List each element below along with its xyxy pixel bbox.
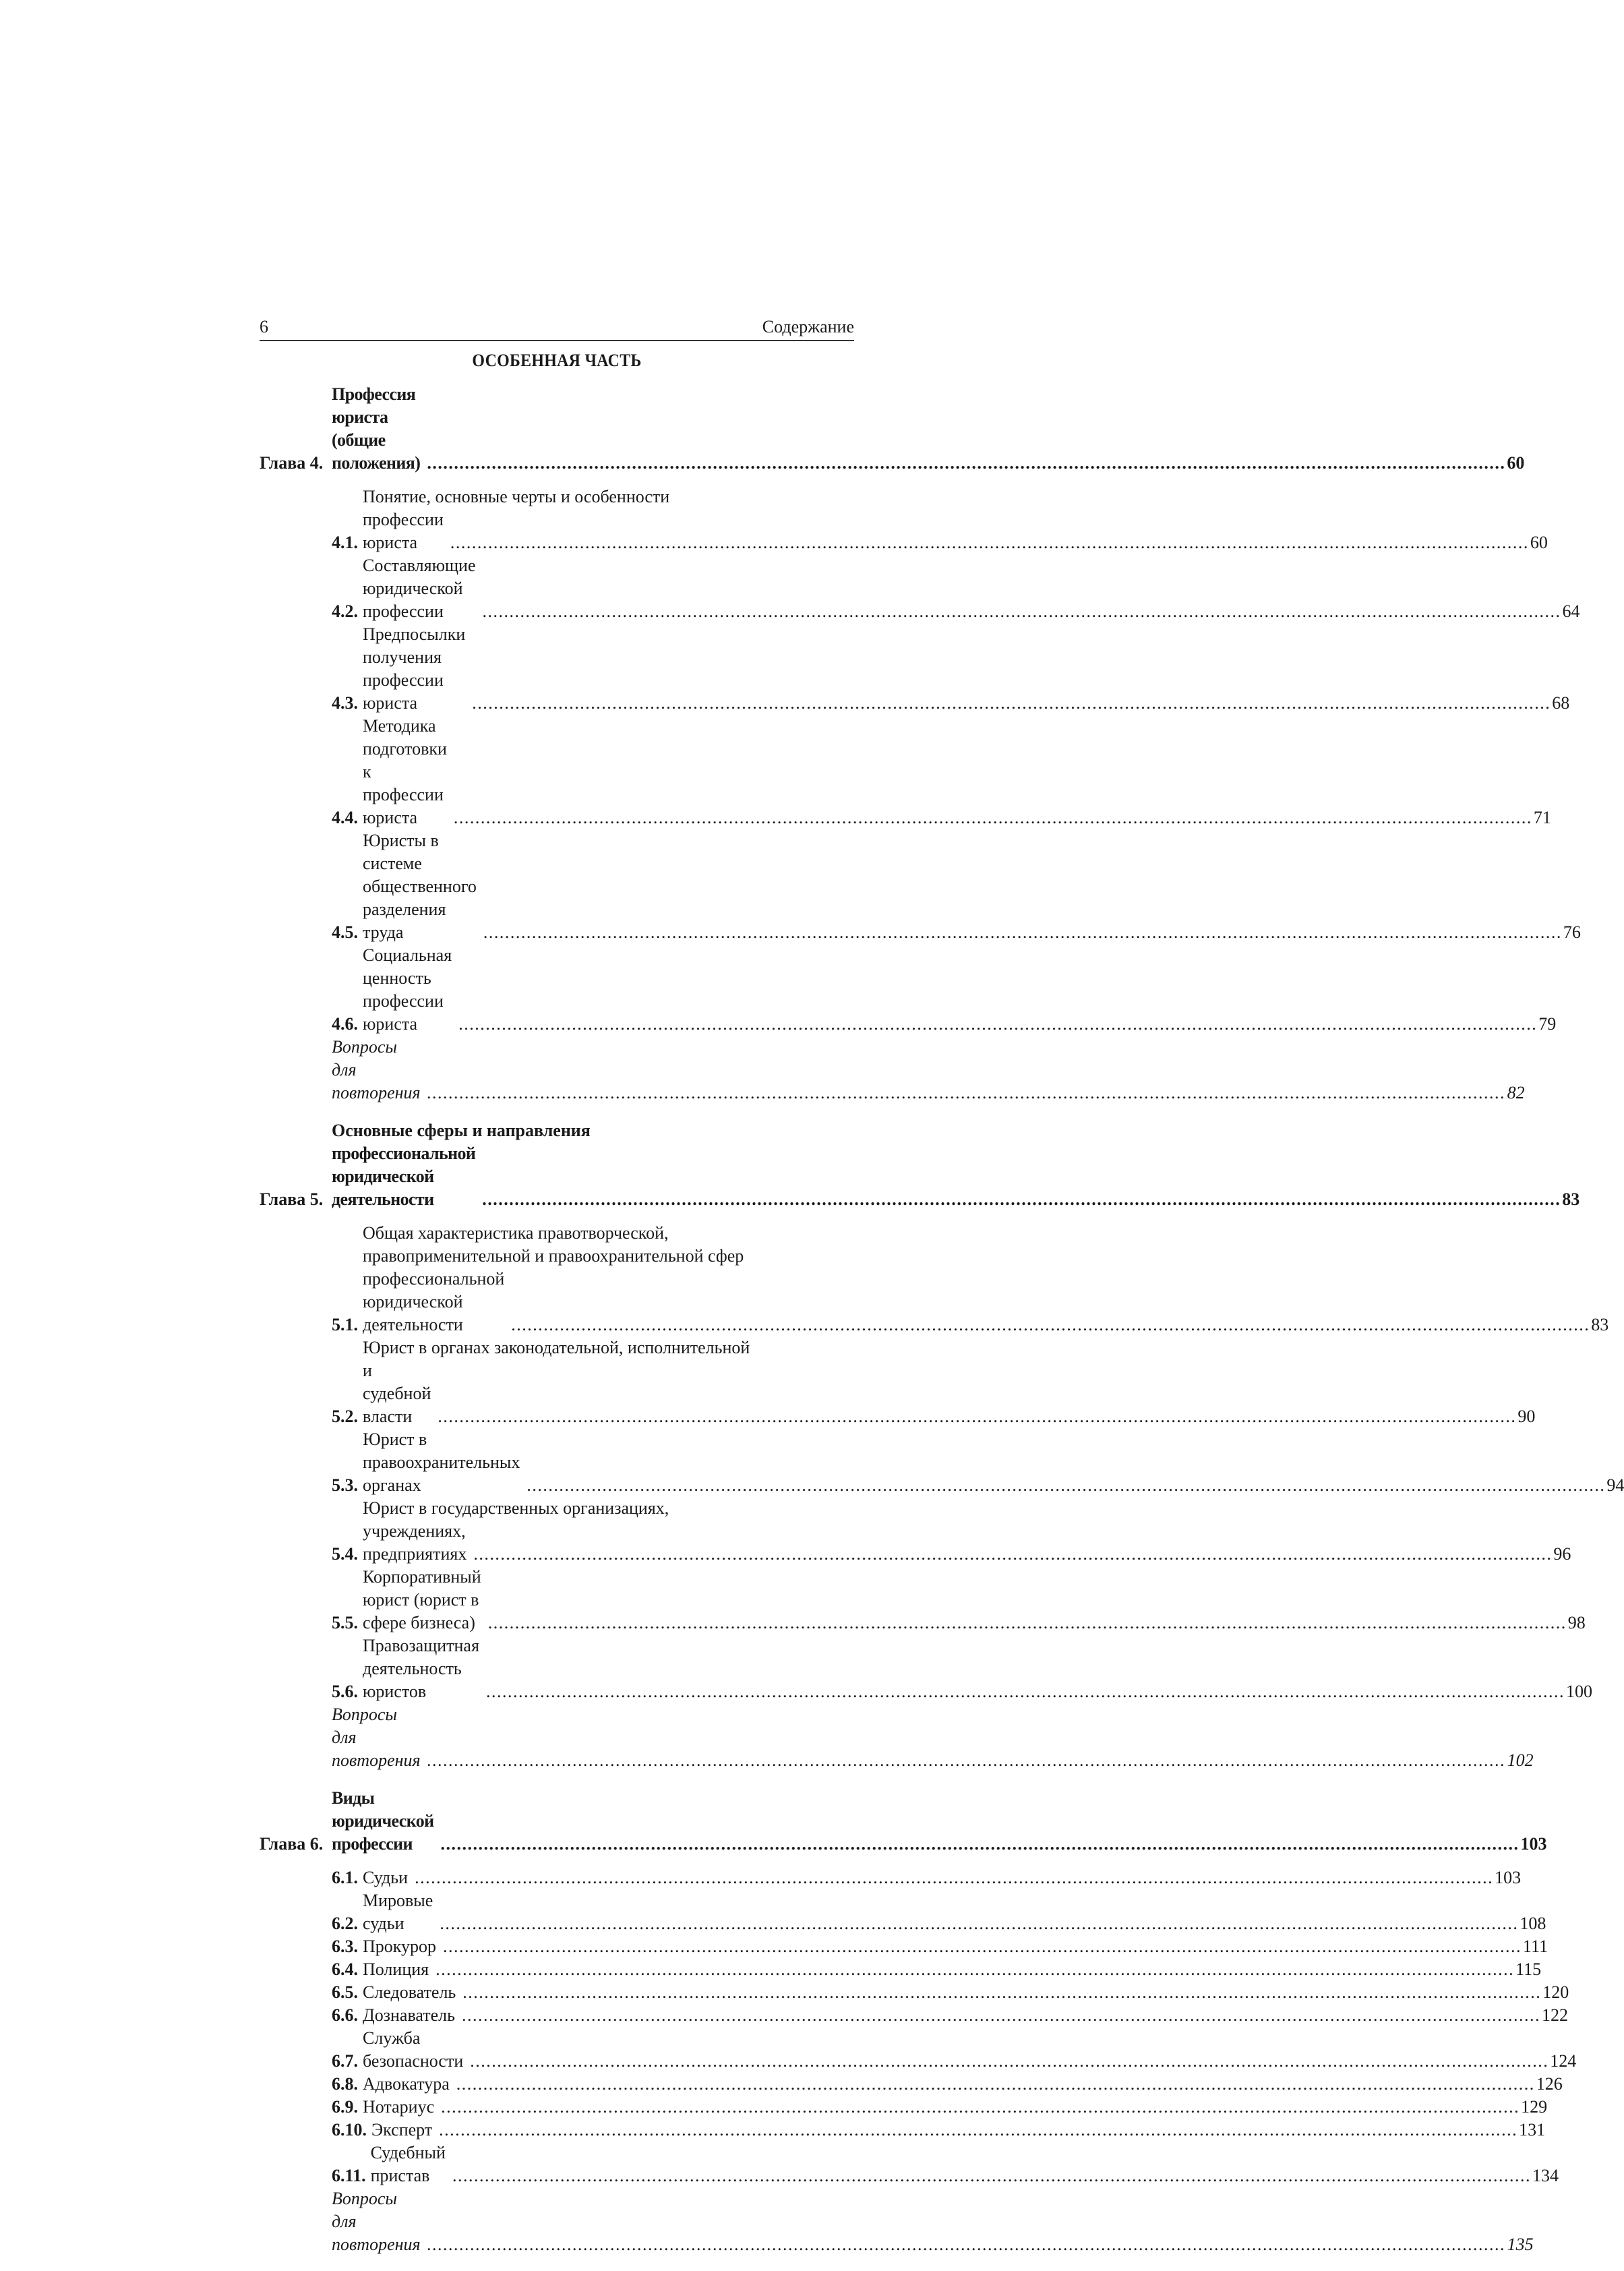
dot-leader (486, 1680, 1565, 1703)
section-title (371, 2142, 1559, 2187)
chapter-title (332, 383, 1524, 475)
review-questions-entry[interactable] (332, 1703, 1534, 1772)
section-title-line (363, 1520, 1571, 1566)
toc-entry[interactable] (332, 1958, 1542, 1981)
dot-leader (427, 1749, 1506, 1772)
section-title-line: Юрист в органах законодательной, исполнительной (363, 1338, 750, 1357)
toc-entry[interactable] (332, 1866, 1522, 1889)
section-list (260, 1866, 1577, 2256)
section-title-line (363, 1359, 1535, 1428)
dot-leader (482, 1188, 1561, 1211)
chapter-heading[interactable] (260, 1787, 1547, 1856)
entry-text: Корпоративный юрист (юрист в сфере бизнеса) (363, 1567, 481, 1632)
dot-leader (462, 2004, 1540, 2027)
section-title (363, 1981, 1569, 2004)
page-ref[interactable]: 135 (1507, 2235, 1534, 2254)
section-title (363, 2073, 1563, 2096)
page-ref[interactable]: 96 (1553, 1544, 1571, 1564)
entry-text: Социальная ценность профессии юриста (363, 945, 452, 1034)
entry-text: Составляющие юридической профессии (363, 556, 476, 621)
toc-entry[interactable] (332, 2119, 1546, 2142)
section-title-line (363, 944, 1556, 1036)
section-title (363, 2027, 1576, 2073)
section-list (260, 485, 1581, 1104)
page-ref[interactable]: 122 (1542, 2005, 1568, 2025)
dot-leader (456, 2073, 1535, 2096)
section-number: 6.8. (332, 2074, 358, 2094)
toc-entry[interactable] (332, 2073, 1563, 2096)
toc-entry[interactable] (332, 1634, 1592, 1703)
section-number: 6.3. (332, 1937, 358, 1956)
section-title-line (363, 1566, 1586, 1634)
dot-leader (454, 806, 1532, 829)
toc-entry[interactable] (332, 2142, 1559, 2187)
section-title-line (363, 1889, 1546, 1935)
section-title (363, 1497, 1571, 1566)
entry-text: Виды юридической профессии (332, 1788, 434, 1854)
chapter-title-line (332, 383, 1524, 475)
dot-leader (473, 1543, 1552, 1566)
dot-leader (440, 1912, 1518, 1935)
section-title-line (363, 1268, 1608, 1336)
section-number: 5.6. (332, 1682, 358, 1701)
dot-leader (452, 2164, 1531, 2187)
toc-entry[interactable] (332, 485, 1548, 554)
section-title-line (363, 2004, 1568, 2027)
toc-entry[interactable] (332, 1889, 1546, 1935)
section-title (371, 2119, 1545, 2142)
entry-text: Полиция (363, 1959, 429, 1979)
section-title-line (363, 508, 1548, 554)
dot-leader (441, 1833, 1520, 1856)
entry-text: профессиональной юридической деятельности (332, 1144, 476, 1209)
section-title (363, 944, 1556, 1036)
section-title (363, 715, 1551, 829)
toc-entry[interactable] (332, 829, 1581, 944)
toc-entry[interactable] (332, 1566, 1586, 1634)
running-head-title: Содержание (762, 317, 854, 336)
chapter-label: Глава 6. (260, 1834, 324, 1854)
section-title (363, 1866, 1521, 1889)
section-title-line (363, 554, 1580, 623)
section-number: 6.10. (332, 2120, 367, 2140)
section-number: 4.4. (332, 808, 358, 827)
section-number: 6.6. (332, 2005, 358, 2025)
section-title-line (363, 2096, 1547, 2119)
table-of-contents (260, 383, 1624, 2256)
entry-text: профессии юриста (363, 510, 444, 552)
dot-leader (435, 1958, 1514, 1981)
toc-entry[interactable] (332, 2096, 1548, 2119)
toc-entry[interactable] (332, 554, 1580, 623)
dot-leader (427, 452, 1505, 475)
page-ref[interactable]: 126 (1536, 2074, 1563, 2094)
entry-text: Юристы в системе общественного разделения труда (363, 831, 477, 942)
chapter-label: Глава 5. (260, 1189, 324, 1209)
chapter-title (332, 1119, 1580, 1211)
section-title-line (363, 2073, 1563, 2096)
dot-leader (462, 1981, 1541, 2004)
page-ref[interactable]: 98 (1567, 1613, 1586, 1632)
section-number: 4.6. (332, 1014, 358, 1034)
entry-text: Прокурор (363, 1937, 437, 1956)
toc-entry[interactable] (332, 944, 1557, 1036)
section-title (363, 1958, 1541, 1981)
section-title (363, 554, 1580, 623)
dot-leader (483, 600, 1561, 623)
section-title-line (363, 715, 1551, 829)
entry-text: Адвокатура (363, 2074, 450, 2094)
page-ref[interactable]: 83 (1562, 1189, 1580, 1209)
chapter-label: Глава 4. (260, 453, 324, 473)
page-ref[interactable]: 76 (1563, 922, 1581, 942)
toc-entry[interactable] (332, 1336, 1536, 1428)
section-title-line (363, 1428, 1624, 1497)
page-ref[interactable]: 111 (1523, 1937, 1548, 1956)
section-title (363, 2004, 1568, 2027)
section-title (363, 1428, 1624, 1497)
page-ref[interactable]: 71 (1533, 808, 1551, 827)
section-number: 6.7. (332, 2051, 358, 2071)
review-questions-entry[interactable] (332, 2187, 1534, 2256)
review-label: Вопросы для повторения (332, 1037, 421, 1102)
dot-leader (470, 2050, 1548, 2073)
section-number: 5.5. (332, 1613, 358, 1632)
section-number: 6.11. (332, 2166, 366, 2185)
toc-entry[interactable] (332, 2027, 1577, 2073)
page-ref[interactable]: 120 (1542, 1982, 1569, 2002)
dot-leader (427, 2233, 1506, 2256)
entry-text: профессиональной юридической деятельности (363, 1269, 505, 1334)
section-title-line: Общая характеристика правотворческой, (363, 1223, 669, 1243)
section-title-line (363, 2027, 1576, 2073)
section-title-line (363, 1981, 1569, 2004)
dot-leader (439, 2119, 1517, 2142)
page-ref[interactable]: 115 (1515, 1959, 1542, 1979)
section-number: 6.9. (332, 2097, 358, 2117)
page-ref[interactable]: 60 (1530, 533, 1548, 552)
page-ref[interactable]: 134 (1532, 2166, 1559, 2185)
section-title (363, 1889, 1546, 1935)
page-ref[interactable]: 100 (1565, 1682, 1592, 1701)
page-ref[interactable]: 83 (1591, 1315, 1609, 1334)
section-number: 5.1. (332, 1315, 358, 1334)
page-ref[interactable]: 82 (1507, 1083, 1525, 1102)
dot-leader (441, 2096, 1520, 2119)
toc-entry[interactable] (332, 623, 1570, 715)
section-title (363, 2096, 1547, 2119)
toc-entry[interactable] (332, 1935, 1548, 1958)
toc-entry[interactable] (332, 1981, 1569, 2004)
dot-leader (450, 531, 1529, 554)
section-title-line (371, 2142, 1559, 2187)
section-title-line (363, 829, 1581, 944)
section-number: 4.2. (332, 601, 358, 621)
entry-text: Правозащитная деятельность юристов (363, 1636, 479, 1701)
dot-leader (438, 1405, 1516, 1428)
section-number: 4.5. (332, 922, 358, 942)
page-ref[interactable]: 102 (1507, 1750, 1534, 1770)
dot-leader (511, 1314, 1590, 1336)
part-title: ОСОБЕННАЯ ЧАСТЬ (472, 351, 642, 370)
dot-leader (415, 1866, 1493, 1889)
entry-text: Мировые судьи (363, 1891, 433, 1933)
chapter-block (260, 383, 1581, 1104)
entry-text: Эксперт (371, 2120, 433, 2140)
page-ref[interactable]: 79 (1538, 1014, 1557, 1034)
section-number: 5.2. (332, 1407, 358, 1426)
review-label: Вопросы для повторения (332, 2189, 421, 2254)
section-title-line (371, 2119, 1545, 2142)
chapter-block (260, 1119, 1624, 1772)
page-ref[interactable]: 124 (1550, 2051, 1577, 2071)
entry-text: Дознаватель (363, 2005, 455, 2025)
chapter-heading[interactable] (260, 383, 1525, 475)
page-ref[interactable]: 94 (1606, 1475, 1624, 1495)
entry-text: Предпосылки получения профессии юриста (363, 624, 466, 713)
section-title-line (363, 623, 1569, 715)
entry-text: учреждениях, предприятиях (363, 1521, 467, 1564)
entry-text: Судьи (363, 1868, 409, 1887)
section-title (363, 485, 1548, 554)
section-number: 4.1. (332, 533, 358, 552)
page-ref[interactable]: 129 (1521, 2097, 1548, 2117)
section-title (363, 1336, 1535, 1428)
chapter-title-line (332, 1787, 1547, 1856)
section-title-line: Понятие, основные черты и особенности (363, 487, 670, 506)
toc-page (260, 317, 1624, 2271)
running-head (260, 317, 854, 341)
section-title (363, 1634, 1592, 1703)
review-questions-entry[interactable] (332, 1036, 1525, 1104)
dot-leader (443, 1935, 1522, 1958)
section-number: 4.3. (332, 693, 358, 713)
section-title (363, 623, 1569, 715)
dot-leader (483, 921, 1562, 944)
section-number: 6.4. (332, 1959, 358, 1979)
entry-text: и судебной власти (363, 1361, 431, 1426)
section-title-line: Юрист в государственных организациях, (363, 1498, 669, 1518)
toc-entry[interactable] (332, 715, 1551, 829)
page-ref[interactable]: 60 (1507, 453, 1525, 473)
dot-leader (527, 1474, 1605, 1497)
section-number: 5.4. (332, 1544, 358, 1564)
dot-leader (488, 1612, 1567, 1634)
toc-entry[interactable] (332, 1497, 1571, 1566)
section-title (363, 1935, 1548, 1958)
chapter-title-line: Основные сферы и направления (332, 1121, 591, 1140)
page-ref[interactable]: 108 (1520, 1914, 1546, 1933)
section-number: 6.2. (332, 1914, 358, 1933)
entry-text: Методика подготовки к профессии юриста (363, 716, 447, 827)
section-number: 6.5. (332, 1982, 358, 2002)
review-label: Вопросы для повторения (332, 1705, 421, 1770)
dot-leader (427, 1082, 1506, 1104)
entry-text: Профессия юриста (общие положения) (332, 384, 421, 473)
section-number: 5.3. (332, 1475, 358, 1495)
chapter-title-line (332, 1142, 1580, 1211)
chapter-block (260, 1787, 1577, 2256)
section-title-line (363, 1634, 1592, 1703)
toc-entry[interactable] (332, 2004, 1568, 2027)
entry-text: Судебный пристав (370, 2143, 446, 2185)
page-ref[interactable]: 68 (1552, 693, 1570, 713)
section-title-line: правоприменительной и правоохранительной сфер (363, 1246, 744, 1266)
entry-text: Следователь (363, 1982, 456, 2002)
page-number: 6 (260, 317, 268, 336)
section-title (363, 1222, 1608, 1336)
section-title (363, 829, 1581, 944)
section-title-line (363, 1935, 1548, 1958)
chapter-heading[interactable] (260, 1119, 1580, 1211)
section-title-line (363, 1866, 1521, 1889)
section-number: 6.1. (332, 1868, 358, 1887)
page-ref[interactable]: 103 (1495, 1868, 1522, 1887)
section-title-line (363, 1958, 1541, 1981)
page-ref[interactable]: 103 (1520, 1834, 1547, 1854)
section-list (260, 1222, 1624, 1772)
entry-text: Нотариус (363, 2097, 435, 2117)
entry-text: Служба безопасности (363, 2028, 464, 2071)
section-title (363, 1566, 1586, 1634)
page-ref[interactable]: 131 (1519, 2120, 1546, 2140)
chapter-title (332, 1787, 1547, 1856)
toc-entry[interactable] (332, 1222, 1609, 1336)
page-ref[interactable]: 90 (1517, 1407, 1536, 1426)
entry-text: Юрист в правоохранительных органах (363, 1429, 520, 1495)
dot-leader (472, 692, 1551, 715)
page-ref[interactable]: 64 (1562, 601, 1580, 621)
toc-entry[interactable] (332, 1428, 1624, 1497)
dot-leader (458, 1013, 1537, 1036)
